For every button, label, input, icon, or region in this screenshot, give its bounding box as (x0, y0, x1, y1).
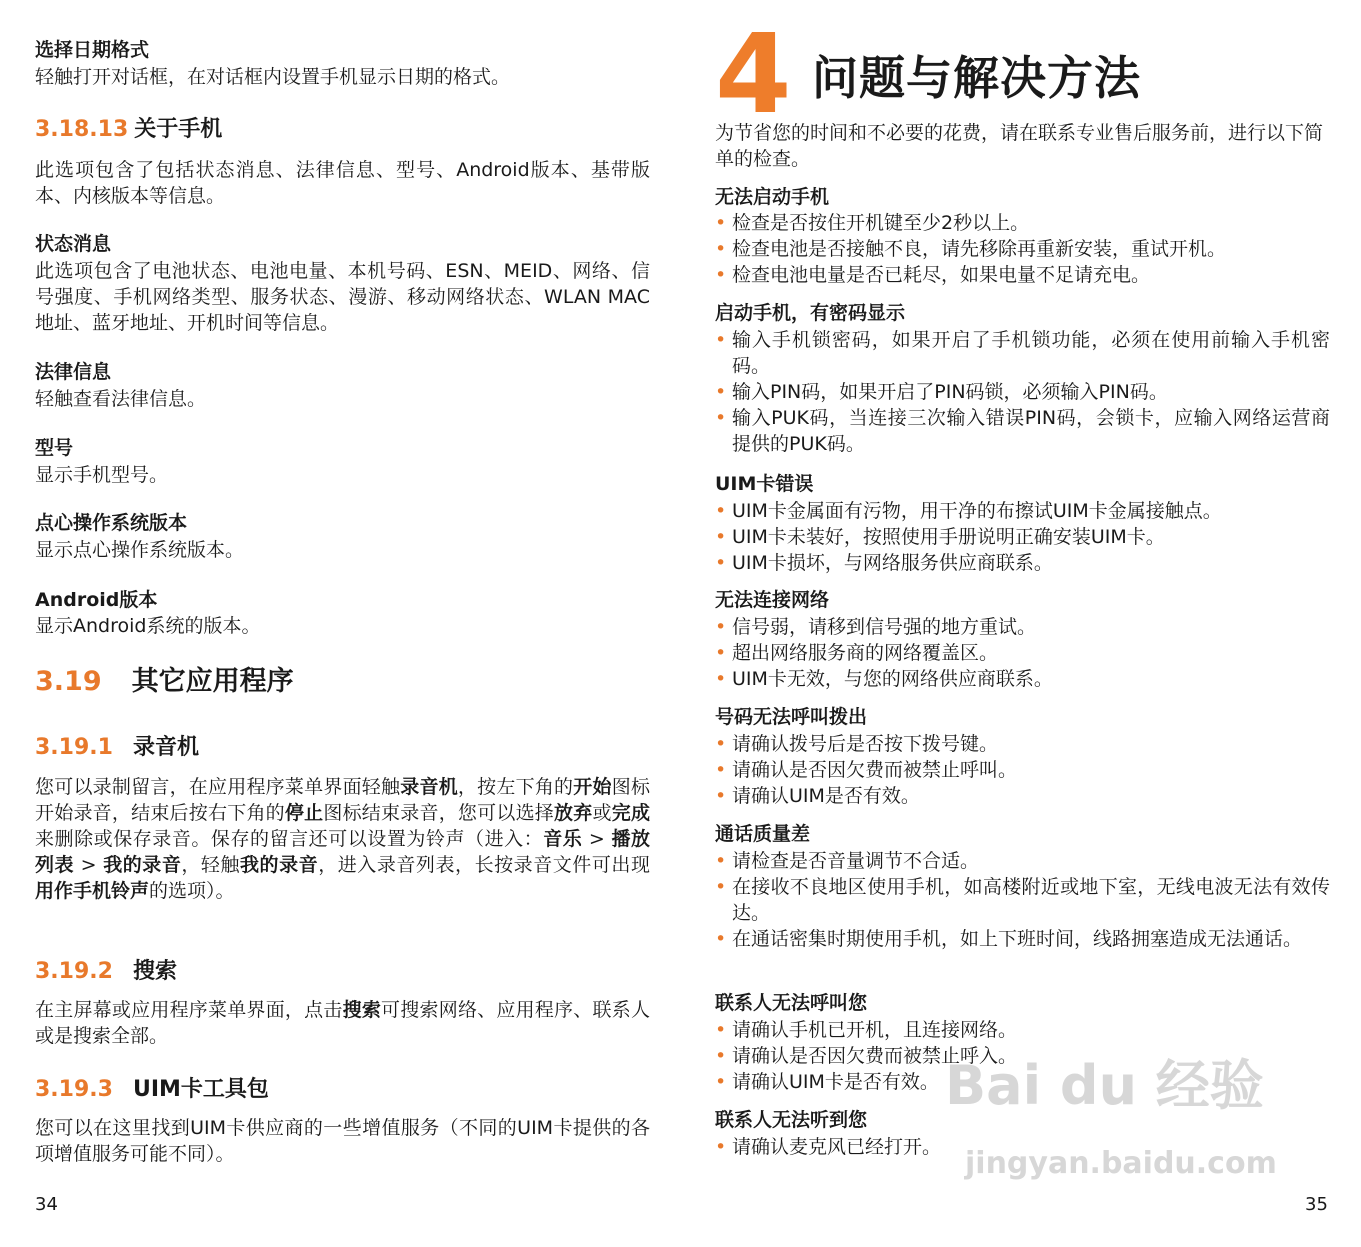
troubleshoot-list (715, 848, 1330, 952)
section-title: 录音机 (132, 735, 199, 760)
search-text: 在主屏幕或应用程序菜单界面，点击搜索可搜索网络、应用程序、联系人或是搜索全部。 (35, 999, 650, 1047)
list-item: • 请确认手机已开机，且连接网络。 (715, 1017, 1330, 1043)
list-item: • UIM卡未装好，按照使用手册说明正确安装UIM卡。 (715, 524, 1330, 550)
chapter-title: 问题与解决方法 (812, 51, 1141, 105)
list-item: • 检查是否按住开机键至少2秒以上。 (715, 210, 1330, 236)
list-item: • 检查电池是否接触不良，请先移除再重新安装，重试开机。 (715, 236, 1330, 262)
android-version-heading: Android版本 (35, 589, 158, 611)
troubleshoot-heading: 通话质量差 (715, 823, 811, 845)
os-version-heading: 点心操作系统版本 (35, 512, 188, 534)
troubleshoot-list (715, 210, 1330, 288)
troubleshoot-list (715, 498, 1330, 576)
troubleshoot-heading: 启动手机，有密码显示 (715, 302, 906, 324)
list-item: • UIM卡损坏，与网络服务供应商联系。 (715, 550, 1330, 576)
os-version-text: 显示点心操作系统版本。 (35, 539, 245, 561)
watermark-url: jingyan.baidu.com (965, 1146, 1277, 1181)
page-number-left: 34 (35, 1194, 58, 1215)
troubleshoot-heading: 号码无法呼叫拨出 (715, 706, 868, 728)
android-version-text: 显示Android系统的版本。 (35, 615, 261, 637)
troubleshoot-heading: 联系人无法呼叫您 (715, 992, 868, 1014)
date-format-heading: 选择日期格式 (35, 39, 150, 61)
section-title: 搜索 (132, 959, 177, 984)
list-item: • 请确认UIM是否有效。 (715, 783, 1330, 809)
list-item: • 请检查是否音量调节不合适。 (715, 848, 1330, 874)
recorder-text: 您可以录制留言，在应用程序菜单界面轻触录音机，按左下角的开始图标开始录音，结束后按右下角的停止图标结束录音，您可以选择放弃或完成来删除或保存录音。保存的留言还可以设置为铃声（进入：音乐 > 播放列表 > 我的录音，轻触我的录音，进入录音列表，长按录音文件可出现用作手机铃声的选项）。 (35, 776, 650, 902)
section-number: 3.19.1 (35, 735, 113, 760)
about-phone-heading (35, 116, 222, 144)
uim-toolkit-text: 您可以在这里找到UIM卡供应商的一些增值服务（不同的UIM卡提供的各项增值服务可能不同）。 (35, 1117, 650, 1165)
list-item: • 请确认麦克风已经打开。 (715, 1134, 1330, 1160)
section-number: 3.19.2 (35, 959, 113, 984)
page-number-right: 35 (1305, 1194, 1328, 1215)
uim-toolkit-heading (35, 1076, 269, 1104)
troubleshoot-list (715, 327, 1330, 457)
watermark-logo: Bai du 经验 (945, 1054, 1264, 1117)
about-phone-text: 此选项包含了包括状态消息、法律信息、型号、Android版本、基带版本、内核版本等信息。 (35, 159, 650, 207)
chapter-number: 4 (715, 10, 790, 138)
status-text: 此选项包含了电池状态、电池电量、本机号码、ESN、MEID、网络、信号强度、手机网络类型、服务状态、漫游、移动网络状态、WLAN MAC地址、蓝牙地址、开机时间等信息。 (35, 260, 650, 334)
list-item: • 输入手机锁密码，如果开启了手机锁功能，必须在使用前输入手机密码。 (715, 327, 1330, 379)
list-item: • 信号弱，请移到信号强的地方重试。 (715, 614, 1330, 640)
section-number: 3.19 (35, 666, 102, 697)
list-item: • 请确认是否因欠费而被禁止呼叫。 (715, 757, 1330, 783)
list-item: • 请确认拨号后是否按下拨号键。 (715, 731, 1330, 757)
intro-text: 为节省您的时间和不必要的花费，请在联系专业售后服务前，进行以下简单的检查。 (715, 122, 1324, 170)
troubleshoot-heading: 无法连接网络 (715, 589, 830, 611)
list-item: • 请确认是否因欠费而被禁止呼入。 (715, 1043, 1330, 1069)
date-format-text: 轻触打开对话框，在对话框内设置手机显示日期的格式。 (35, 66, 511, 88)
list-item: • UIM卡无效，与您的网络供应商联系。 (715, 666, 1330, 692)
search-heading (35, 958, 177, 986)
recorder-heading (35, 734, 199, 762)
troubleshoot-heading: 联系人无法听到您 (715, 1109, 868, 1131)
model-text: 显示手机型号。 (35, 464, 169, 486)
troubleshoot-list (715, 1134, 1330, 1160)
legal-heading: 法律信息 (35, 361, 112, 383)
section-number: 3.18.13 (35, 117, 129, 142)
section-title: UIM卡工具包 (132, 1077, 269, 1102)
list-item: • 输入PIN码，如果开启了PIN码锁，必须输入PIN码。 (715, 379, 1330, 405)
list-item: • 输入PUK码，当连接三次输入错误PIN码，会锁卡，应输入网络运营商提供的PUK码。 (715, 405, 1330, 457)
troubleshoot-heading: UIM卡错误 (715, 473, 814, 495)
status-heading: 状态消息 (35, 233, 112, 255)
list-item: • UIM卡金属面有污物，用干净的布擦试UIM卡金属接触点。 (715, 498, 1330, 524)
model-heading: 型号 (35, 437, 74, 459)
list-item: • 请确认UIM卡是否有效。 (715, 1069, 1330, 1095)
section-number: 3.19.3 (35, 1077, 113, 1102)
troubleshoot-heading: 无法启动手机 (715, 186, 830, 208)
list-item: • 超出网络服务商的网络覆盖区。 (715, 640, 1330, 666)
troubleshoot-list (715, 1017, 1330, 1095)
other-apps-heading (35, 665, 294, 699)
section-title: 其它应用程序 (131, 666, 294, 697)
section-title: 关于手机 (134, 117, 223, 142)
list-item: • 在通话密集时期使用手机，如上下班时间，线路拥塞造成无法通话。 (715, 926, 1330, 952)
troubleshoot-list (715, 731, 1330, 809)
list-item: • 检查电池电量是否已耗尽，如果电量不足请充电。 (715, 262, 1330, 288)
troubleshoot-list (715, 614, 1330, 692)
legal-text: 轻触查看法律信息。 (35, 388, 207, 410)
list-item: • 在接收不良地区使用手机，如高楼附近或地下室，无线电波无法有效传达。 (715, 874, 1330, 926)
